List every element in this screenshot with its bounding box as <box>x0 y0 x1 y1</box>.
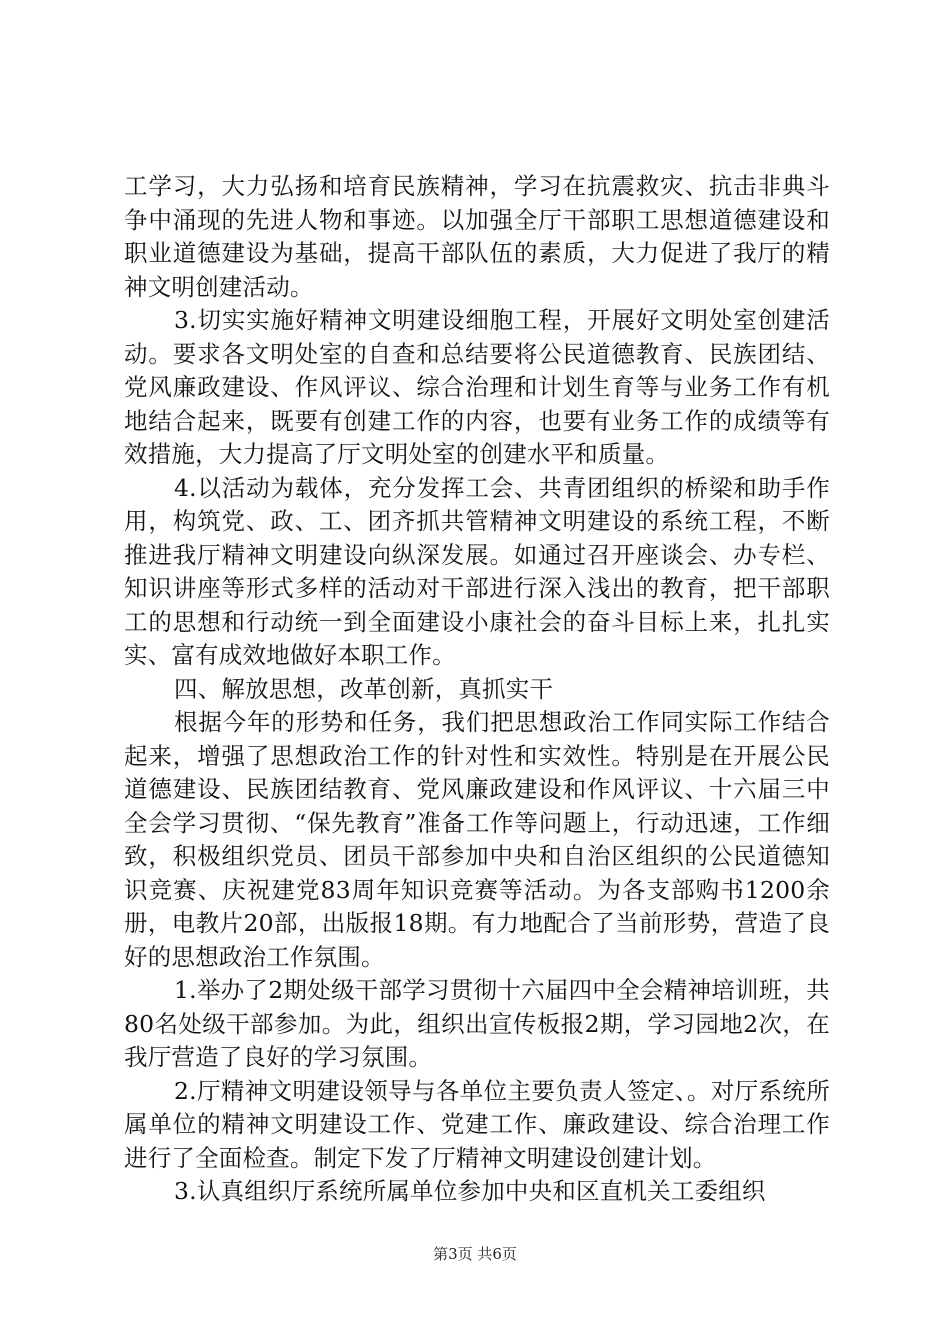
paragraph-1: 工学习，大力弘扬和培育民族精神，学习在抗震救灾、抗击非典斗争中涌现的先进人物和事迹。以加强全厅干部职工思想道德建设和职业道德建设为基础，提高干部队伍的素质，大力促进了我厅的精神文明创建活动。 <box>124 172 830 301</box>
page-number-footer: 第3页 共6页 <box>433 1245 517 1263</box>
document-body <box>124 170 830 1209</box>
paragraph-5: 根据今年的形势和任务，我们把思想政治工作同实际工作结合起来，增强了思想政治工作的针对性和实效性。特别是在开展公民道德建设、民族团结教育、党风廉政建设和作风评议、十六届三中全会学习贯彻、“保先教育”准备工作等问题上，行动迅速，工作细致，积极组织党员、团员干部参加中央和自治区组织的公民道德知识竞赛、庆祝建党83周年知识竞赛等活动。为各支部购书1200余册，电教片20部，出版报18期。有力地配合了当前形势，营造了良好的思想政治工作氛围。 <box>124 708 830 971</box>
paragraph-6: 1.举办了2期处级干部学习贯彻十六届四中全会精神培训班，共80名处级干部参加。为此，组织出宣传板报2期，学习园地2次，在我厅营造了良好的学习氛围。 <box>124 976 830 1071</box>
section-heading: 四、解放思想，改革创新，真抓实干 <box>174 674 554 703</box>
paragraph-7: 2.厅精神文明建设领导与各单位主要负责人签定、。对厅系统所属单位的精神文明建设工作、党建工作、廉政建设、综合治理工作进行了全面检查。制定下发了厅精神文明建设创建计划。 <box>124 1076 830 1172</box>
paragraph-2: 3.切实实施好精神文明建设细胞工程，开展好文明处室创建活动。要求各文明处室的自查和总结要将公民道德教育、民族团结、党风廉政建设、作风评议、综合治理和计划生育等与业务工作有机地结合起来，既要有创建工作的内容，也要有业务工作的成绩等有效措施，大力提高了厅文明处室的创建水平和质量。 <box>124 306 830 468</box>
paragraph-3: 4.以活动为载体，充分发挥工会、共青团组织的桥梁和助手作用，构筑党、政、工、团齐抓共管精神文明建设的系统工程，不断推进我厅精神文明建设向纵深发展。如通过召开座谈会、办专栏、知识讲座等形式多样的活动对干部进行深入浅出的教育，把干部职工的思想和行动统一到全面建设小康社会的奋斗目标上来，扎扎实实、富有成效地做好本职工作。 <box>124 473 830 669</box>
paragraph-8: 3.认真组织厅系统所属单位参加中央和区直机关工委组织 <box>174 1177 766 1205</box>
